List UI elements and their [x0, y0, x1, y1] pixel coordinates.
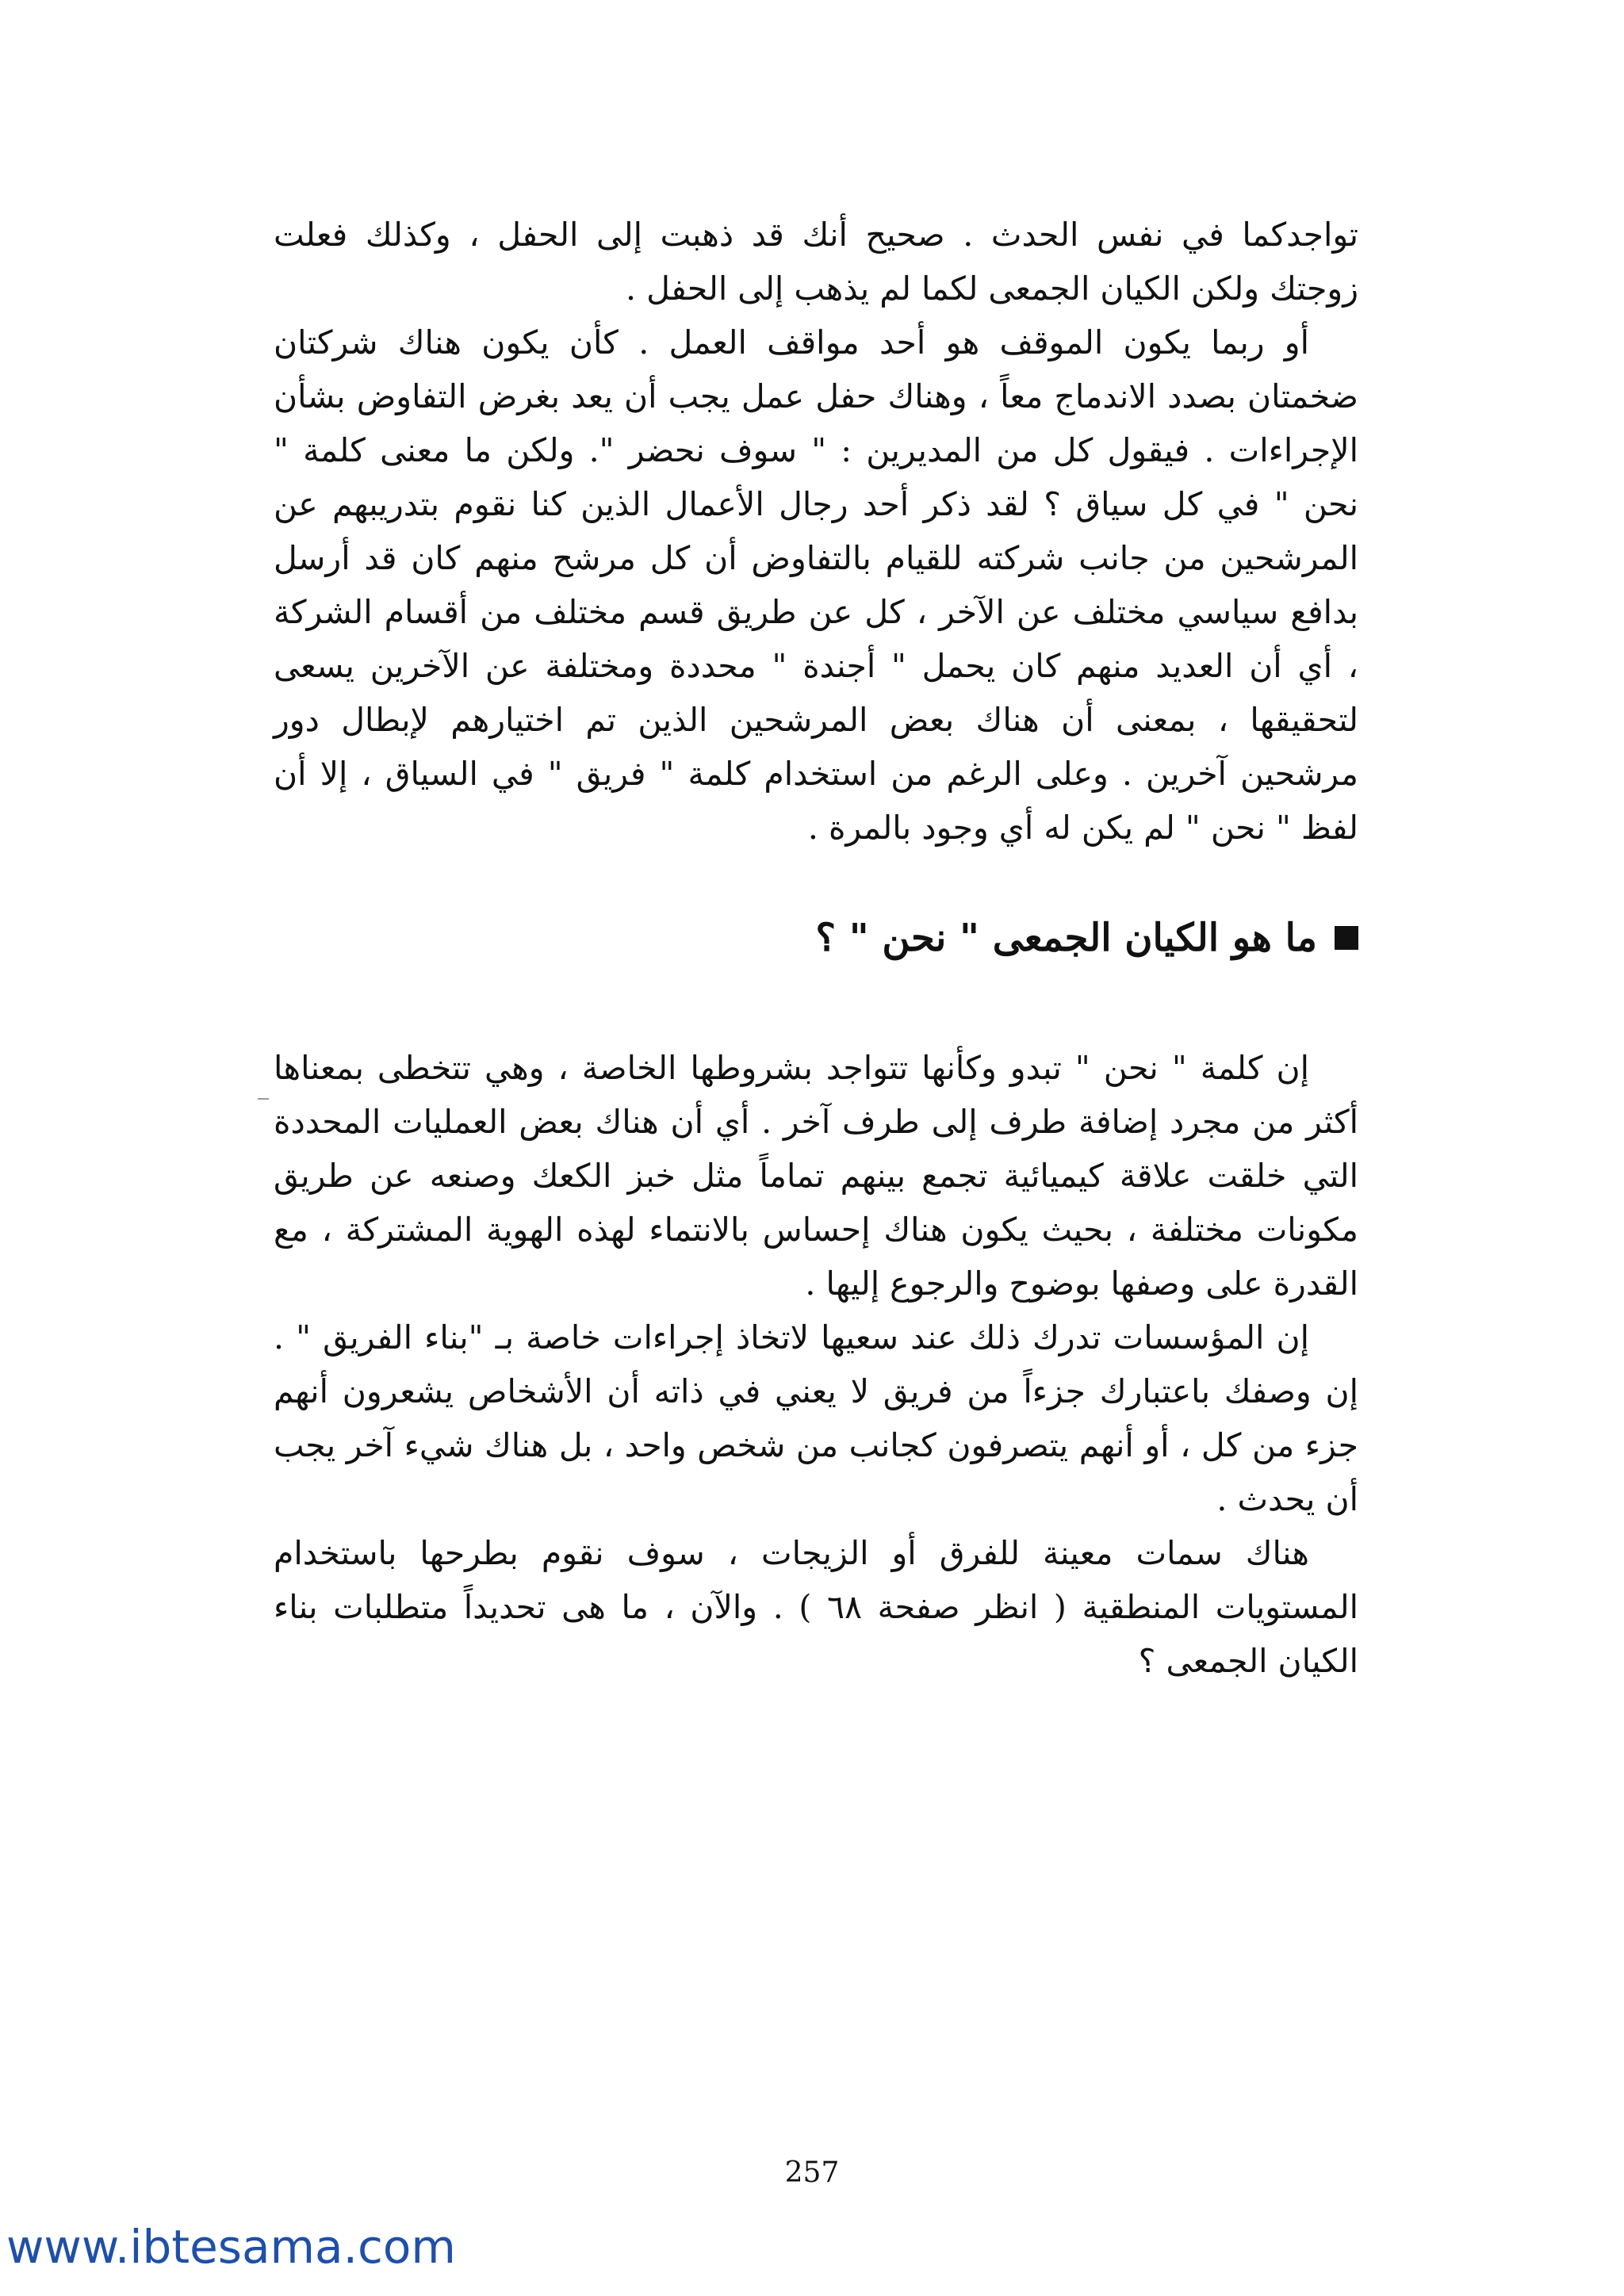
watermark-url: www.ibtesama.com: [6, 2220, 456, 2274]
paragraph-team-traits: هناك سمات معينة للفرق أو الزيجات ، سوف نقوم بطرحها باستخدام المستويات المنطقية ( انظر صفحة ٦٨ ) . والآن ، ما هى تحديداً متطلبات بناء الكيان الجمعى ؟: [274, 1534, 1358, 1680]
margin-mark: [258, 1098, 269, 1100]
paragraph-work-situation: أو ربما يكون الموقف هو أحد مواقف العمل . كأن يكون هناك شركتان ضخمتان بصدد الاندماج معاً ، وهناك حفل عمل يجب أن يعد بغرض التفاوض بشأن الإجراءات . فيقول كل من المديرين : " سوف نحضر ". ولكن ما معنى كلمة " نحن " في كل سياق ؟ لقد ذكر أحد رجال الأعمال الذين كنا نقوم بتدريبهم عن المرشحين من جانب شركته للقيام بالتفاوض أن كل مرشح منهم كان قد أرسل بدافع سياسي مختلف عن الآخر ، كل عن طريق قسم مختلف من أقسام الشركة ، أي أن العديد منهم كان يحمل " أجندة " محددة ومختلفة عن الآخرين يسعى لتحقيقها ، بمعنى أن هناك بعض المرشحين الذين تم اختيارهم لإبطال دور مرشحين آخرين . وعلى الرغم من استخدام كلمة " فريق " في السياق ، إلا أن لفظ " نحن " لم يكن له أي وجود بالمرة .: [274, 323, 1358, 847]
bullet-square-icon: [1335, 926, 1358, 950]
page-content: [274, 208, 1358, 1688]
page-number: 257: [784, 2156, 840, 2189]
paragraph-we-meaning: إن كلمة " نحن " تبدو وكأنها تتواجد بشروطها الخاصة ، وهي تتخطى بمعناها أكثر من مجرد إضافة طرف إلى طرف آخر . أي أن هناك بعض العمليات المحددة التي خلقت علاقة كيميائية تجمع بينهم تماماً مثل خبز الكعك وصنعه عن طريق مكونات مختلفة ، بحيث يكون هناك إحساس بالانتماء لهذه الهوية المشتركة ، مع القدرة على وصفها بوضوح والرجوع إليها .: [274, 1049, 1358, 1303]
paragraph-continuation: تواجدكما في نفس الحدث . صحيح أنك قد ذهبت إلى الحفل ، وكذلك فعلت زوجتك ولكن الكيان الجمعى لكما لم يذهب إلى الحفل .: [274, 216, 1358, 308]
section-heading-text: ما هو الكيان الجمعى " نحن " ؟: [815, 916, 1317, 960]
paragraph-team-building: إن المؤسسات تدرك ذلك عند سعيها لاتخاذ إجراءات خاصة بـ "بناء الفريق " . إن وصفك باعتبارك جزءاً من فريق لا يعني في ذاته أن الأشخاص يشعرون أنهم جزء من كل ، أو أنهم يتصرفون كجانب من شخص واحد ، بل هناك شيء آخر يجب أن يحدث .: [274, 1318, 1358, 1518]
section-heading: [274, 910, 1358, 966]
